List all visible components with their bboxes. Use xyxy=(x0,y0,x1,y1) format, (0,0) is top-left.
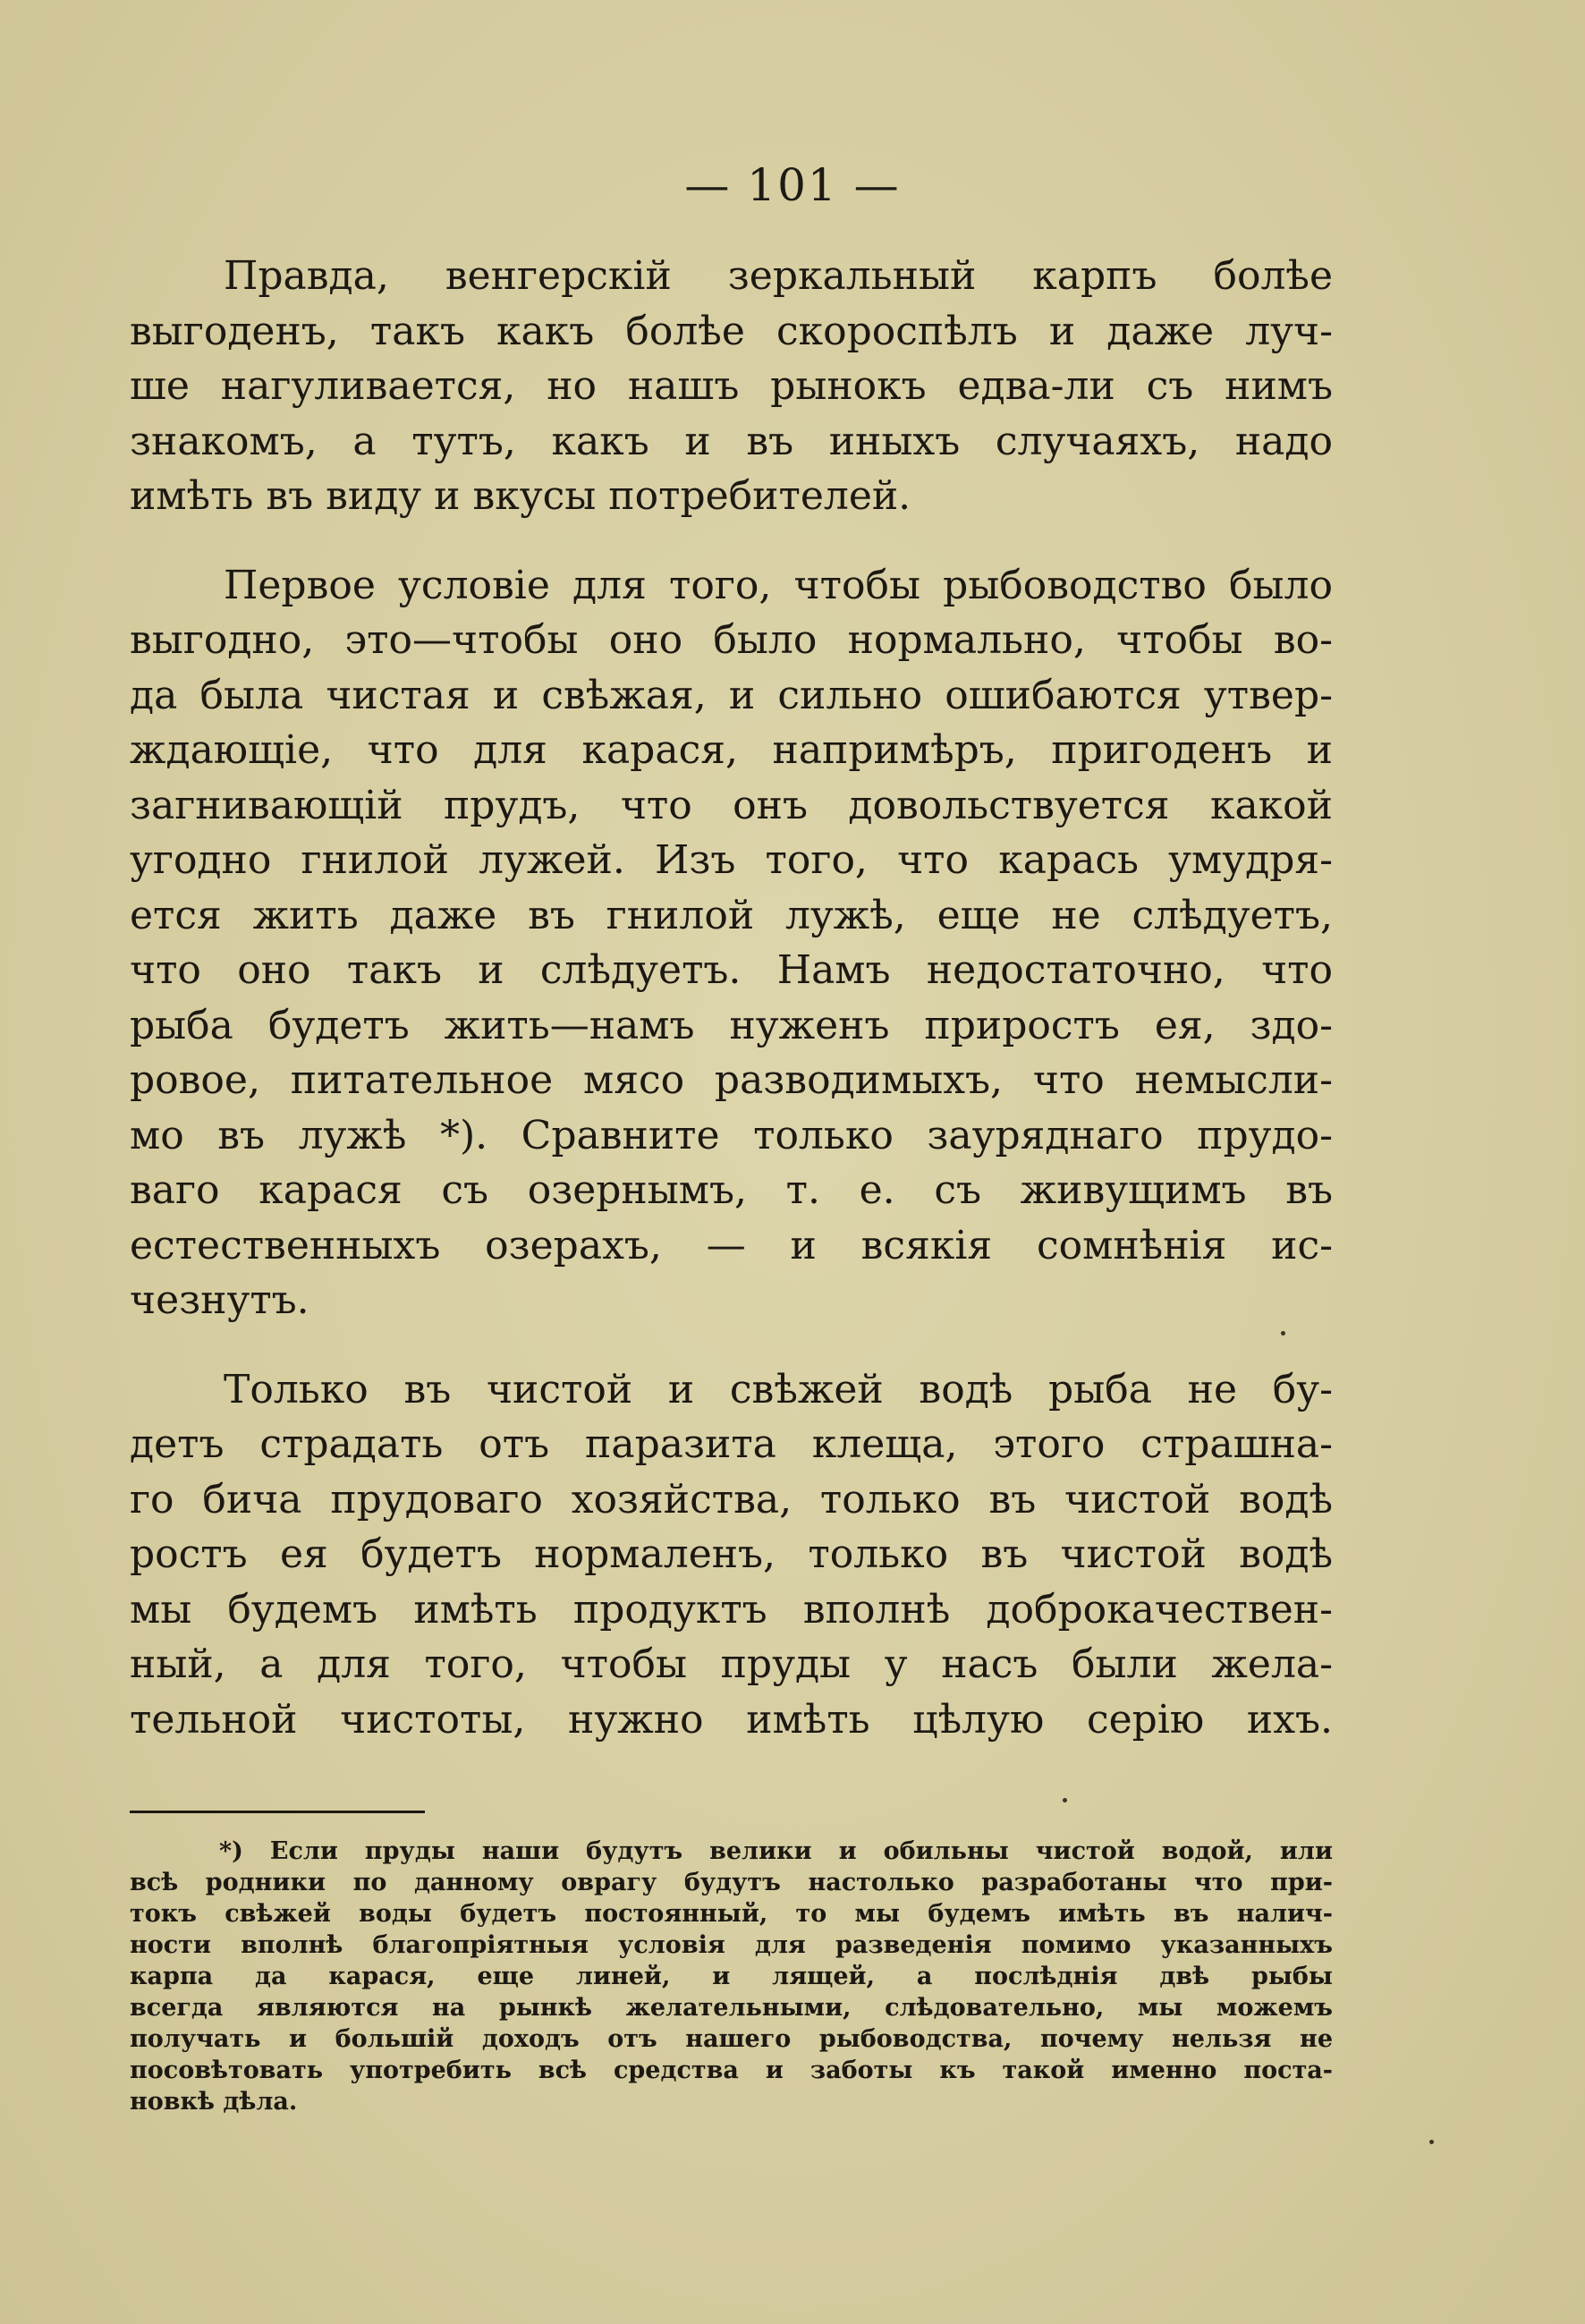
footnote-line: карпа да карася, еще линей, и лящей, а послѣднія двѣ рыбы xyxy=(130,1963,1333,1990)
footnote-line: всѣ родники по данному оврагу будутъ настолько разработаны что при- xyxy=(130,1869,1333,1896)
text-line: го бича прудоваго хозяйства, только въ чистой водѣ xyxy=(130,1476,1333,1522)
speck xyxy=(1429,2140,1434,2144)
text-line: что оно такъ и слѣдуетъ. Намъ недостаточно, что xyxy=(130,947,1333,993)
text-line: ждающіе, что для карася, напримѣръ, пригоденъ и xyxy=(130,727,1333,773)
text-line: Первое условіе для того, чтобы рыбоводство было xyxy=(224,562,1333,608)
text-line: Только въ чистой и свѣжей водѣ рыба не бу- xyxy=(224,1366,1333,1412)
text-line: да была чистая и свѣжая, и сильно ошибаются утвер- xyxy=(130,672,1333,718)
page-number: — 101 — xyxy=(684,159,901,211)
text-line: ростъ ея будетъ нормаленъ, только въ чистой водѣ xyxy=(130,1531,1333,1577)
paragraph-1 xyxy=(130,249,1333,524)
text-line: рыба будетъ жить—намъ нуженъ приростъ ея, здо- xyxy=(130,1002,1333,1048)
text-line: тельной чистоты, нужно имѣть цѣлую серію ихъ. xyxy=(130,1696,1333,1743)
text-line: чезнутъ. xyxy=(130,1277,309,1323)
speck xyxy=(1281,1331,1285,1336)
text-line: ется жить даже въ гнилой лужѣ, еще не слѣдуетъ, xyxy=(130,892,1333,938)
text-line: ровое, питательное мясо разводимыхъ, что немысли- xyxy=(130,1057,1333,1103)
paragraph-2 xyxy=(130,558,1333,1328)
text-line: мо въ лужѣ *). Сравните только зауряднаго прудо- xyxy=(130,1112,1333,1158)
text-line: знакомъ, а тутъ, какъ и въ иныхъ случаяхъ, надо xyxy=(130,418,1333,464)
text-line: загнивающій прудъ, что онъ довольствуется какой xyxy=(130,782,1333,828)
footnote-line: *) Если пруды наши будутъ велики и обильны чистой водой, или xyxy=(219,1837,1333,1865)
text-line: выгоденъ, такъ какъ болѣе скороспѣлъ и даже луч- xyxy=(130,308,1333,354)
text-line: ше нагуливается, но нашъ рынокъ едва-ли съ нимъ xyxy=(130,363,1333,409)
text-line: Правда, венгерскій зеркальный карпъ болѣе xyxy=(224,253,1333,299)
text-line: детъ страдать отъ паразита клеща, этого страшна- xyxy=(130,1421,1333,1467)
text-line: мы будемъ имѣть продуктъ вполнѣ доброкачествен- xyxy=(130,1586,1333,1633)
footnote-separator xyxy=(130,1811,425,1813)
text-line: естественныхъ озерахъ, — и всякія сомнѣнія ис- xyxy=(130,1222,1333,1268)
text-line: ваго карася съ озернымъ, т. е. съ живущимъ въ xyxy=(130,1167,1333,1213)
text-line: ный, а для того, чтобы пруды у насъ были жела- xyxy=(130,1641,1333,1687)
footnote-line: ности вполнѣ благопріятныя условія для разведенія помимо указанныхъ xyxy=(130,1931,1333,1959)
speck xyxy=(1063,1798,1067,1802)
footnote xyxy=(130,1836,1333,2117)
paragraph-3 xyxy=(130,1362,1333,1748)
footnote-line: токъ свѣжей воды будетъ постоянный, то мы будемъ имѣть въ налич- xyxy=(130,1900,1333,1928)
footnote-line: всегда являются на рынкѣ желательными, слѣдовательно, мы можемъ xyxy=(130,1994,1333,2022)
text-line: имѣть въ виду и вкусы потребителей. xyxy=(130,473,911,519)
main-text xyxy=(130,249,1333,1781)
footnote-line: получать и большій доходъ отъ нашего рыбоводства, почему нельзя не xyxy=(130,2025,1333,2053)
footnote-line: посовѣтовать употребить всѣ средства и заботы къ такой именно поста- xyxy=(130,2057,1333,2084)
text-line: выгодно, это—чтобы оно было нормально, чтобы во- xyxy=(130,617,1333,663)
text-line: угодно гнилой лужей. Изъ того, что карась умудря- xyxy=(130,837,1333,883)
footnote-line: новкѣ дѣла. xyxy=(130,2088,298,2116)
